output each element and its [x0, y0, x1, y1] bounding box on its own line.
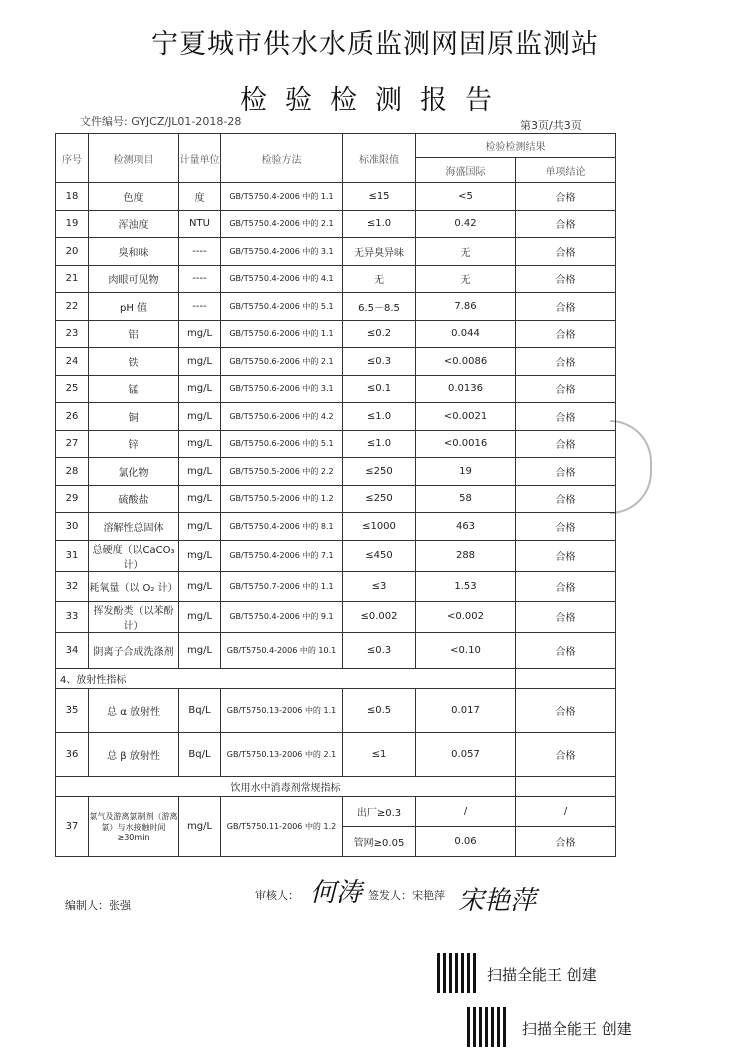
cell-method: GB/T5750.4-2006 中的 10.1 — [221, 632, 343, 668]
cell-result: 0.42 — [416, 210, 516, 238]
section-disinfectant — [56, 776, 616, 796]
cell-limit: ≤1.0 — [343, 430, 416, 458]
cell-conclusion: 合格 — [516, 238, 616, 266]
cell-conclusion: 合格 — [516, 458, 616, 486]
cell-result: <0.10 — [416, 632, 516, 668]
cell-result: 1.53 — [416, 571, 516, 601]
table-row — [56, 732, 616, 776]
cell-result: 无 — [416, 265, 516, 293]
cell-unit: ---- — [179, 293, 221, 321]
cell-no: 25 — [56, 375, 89, 403]
cell-limit: 无 — [343, 265, 416, 293]
cell-no: 18 — [56, 183, 89, 211]
table-row — [56, 540, 616, 571]
cell-no: 24 — [56, 348, 89, 376]
table-row — [56, 183, 616, 211]
cell-limit: ≤250 — [343, 458, 416, 486]
section-disinfectant-label: 饮用水中消毒剂常规指标 — [56, 776, 516, 796]
empty-cell — [516, 776, 616, 796]
cell-limit: ≤450 — [343, 540, 416, 571]
cell-no: 31 — [56, 540, 89, 571]
header-limit: 标准限值 — [343, 134, 416, 183]
table-row — [56, 265, 616, 293]
cell-no: 34 — [56, 632, 89, 668]
cell-conclusion: 合格 — [516, 632, 616, 668]
header-site: 海盛国际 — [416, 158, 516, 183]
cell-limit: ≤1.0 — [343, 403, 416, 431]
cell-item: 臭和味 — [89, 238, 179, 266]
cell-unit: mg/L — [179, 375, 221, 403]
cell-limit: 无异臭异味 — [343, 238, 416, 266]
cell-method: GB/T5750.6-2006 中的 1.1 — [221, 320, 343, 348]
seal-stamp — [610, 420, 652, 514]
cell-unit: mg/L — [179, 632, 221, 668]
cell-conclusion: 合格 — [516, 375, 616, 403]
cell-method: GB/T5750.6-2006 中的 3.1 — [221, 375, 343, 403]
cell-no: 35 — [56, 688, 89, 732]
cell-unit: mg/L — [179, 348, 221, 376]
header-item: 检测项目 — [89, 134, 179, 183]
cell-conclusion: 合格 — [516, 732, 616, 776]
section-radioactivity-label: 4、放射性指标 — [56, 668, 516, 688]
cell-limit: ≤0.1 — [343, 375, 416, 403]
cell-item: 总 β 放射性 — [89, 732, 179, 776]
cell-method: GB/T5750.4-2006 中的 7.1 — [221, 540, 343, 571]
cell-item: 耗氧量（以 O₂ 计） — [89, 571, 179, 601]
cell-unit: ---- — [179, 265, 221, 293]
cell-item: 肉眼可见物 — [89, 265, 179, 293]
cell-limit: ≤1000 — [343, 513, 416, 541]
cell-item: 锰 — [89, 375, 179, 403]
cell-item: 挥发酚类（以苯酚计） — [89, 601, 179, 632]
cell-conclusion: 合格 — [516, 826, 616, 856]
reviewer-label: 审核人： — [255, 889, 299, 902]
cell-limit: 管网≥0.05 — [343, 826, 416, 856]
cell-method: GB/T5750.7-2006 中的 1.1 — [221, 571, 343, 601]
cell-method: GB/T5750.13-2006 中的 2.1 — [221, 732, 343, 776]
cell-item: 铜 — [89, 403, 179, 431]
compiler: 编制人：张强 — [65, 899, 131, 912]
cell-item: 铝 — [89, 320, 179, 348]
cell-conclusion: 合格 — [516, 348, 616, 376]
cell-method: GB/T5750.4-2006 中的 3.1 — [221, 238, 343, 266]
table-row — [56, 293, 616, 321]
cell-conclusion: 合格 — [516, 320, 616, 348]
cell-unit: mg/L — [179, 430, 221, 458]
cell-unit: mg/L — [179, 403, 221, 431]
cell-item: 阴离子合成洗涤剂 — [89, 632, 179, 668]
cell-method: GB/T5750.6-2006 中的 5.1 — [221, 430, 343, 458]
cell-result: <0.0021 — [416, 403, 516, 431]
page-number: 第3页/共3页 — [520, 119, 582, 132]
cell-limit: ≤0.3 — [343, 632, 416, 668]
header-method: 检验方法 — [221, 134, 343, 183]
table-row — [56, 458, 616, 486]
cell-conclusion: 合格 — [516, 403, 616, 431]
table-row — [56, 238, 616, 266]
cell-limit: ≤1.0 — [343, 210, 416, 238]
cell-result: 58 — [416, 485, 516, 513]
cell-unit: mg/L — [179, 796, 221, 856]
cell-result: <0.0016 — [416, 430, 516, 458]
cell-item: pH 值 — [89, 293, 179, 321]
cell-method: GB/T5750.4-2006 中的 1.1 — [221, 183, 343, 211]
watermark-text: 扫描全能王 创建 — [487, 966, 597, 984]
cell-conclusion: 合格 — [516, 293, 616, 321]
cell-method: GB/T5750.4-2006 中的 8.1 — [221, 513, 343, 541]
table-row — [56, 403, 616, 431]
cell-conclusion: 合格 — [516, 183, 616, 211]
cell-limit: ≤3 — [343, 571, 416, 601]
cell-conclusion: 合格 — [516, 571, 616, 601]
cell-unit: mg/L — [179, 513, 221, 541]
table-row — [56, 485, 616, 513]
cell-method: GB/T5750.4-2006 中的 5.1 — [221, 293, 343, 321]
cell-method: GB/T5750.11-2006 中的 1.2 — [221, 796, 343, 856]
cell-item: 溶解性总固体 — [89, 513, 179, 541]
table-row — [56, 632, 616, 668]
cell-conclusion: 合格 — [516, 265, 616, 293]
cell-unit: 度 — [179, 183, 221, 211]
issuer: 签发人：宋艳萍 — [368, 889, 445, 902]
cell-result: <5 — [416, 183, 516, 211]
table-row — [56, 348, 616, 376]
cell-no: 37 — [56, 796, 89, 856]
cell-item: 铁 — [89, 348, 179, 376]
table-row — [56, 430, 616, 458]
cell-result: <0.002 — [416, 601, 516, 632]
header-no: 序号 — [56, 134, 89, 183]
cell-conclusion: 合格 — [516, 601, 616, 632]
cell-result: 0.06 — [416, 826, 516, 856]
cell-unit: Bq/L — [179, 732, 221, 776]
cell-limit: ≤0.3 — [343, 348, 416, 376]
cell-no: 22 — [56, 293, 89, 321]
cell-no: 27 — [56, 430, 89, 458]
cell-item: 氯气及游离氯制剂（游离氯）与水接触时间≥30min — [89, 796, 179, 856]
cell-no: 21 — [56, 265, 89, 293]
cell-unit: mg/L — [179, 571, 221, 601]
cell-unit: NTU — [179, 210, 221, 238]
cell-method: GB/T5750.4-2006 中的 9.1 — [221, 601, 343, 632]
cell-item: 氯化物 — [89, 458, 179, 486]
table-row — [56, 320, 616, 348]
cell-result: <0.0086 — [416, 348, 516, 376]
cell-result: 0.0136 — [416, 375, 516, 403]
cell-method: GB/T5750.4-2006 中的 4.1 — [221, 265, 343, 293]
report-title: 宁夏城市供水水质监测网固原监测站 — [151, 29, 599, 60]
empty-cell — [516, 668, 616, 688]
cell-conclusion: 合格 — [516, 210, 616, 238]
qr-code-icon — [467, 1007, 507, 1047]
cell-method: GB/T5750.13-2006 中的 1.1 — [221, 688, 343, 732]
table-row — [56, 601, 616, 632]
cell-conclusion: 合格 — [516, 485, 616, 513]
section-radioactivity — [56, 668, 616, 688]
cell-unit: mg/L — [179, 601, 221, 632]
cell-limit: ≤15 — [343, 183, 416, 211]
cell-result: 19 — [416, 458, 516, 486]
cell-item: 总 α 放射性 — [89, 688, 179, 732]
cell-no: 23 — [56, 320, 89, 348]
cell-item: 色度 — [89, 183, 179, 211]
table-row — [56, 688, 616, 732]
cell-limit: 出厂≥0.3 — [343, 796, 416, 826]
cell-limit: ≤0.2 — [343, 320, 416, 348]
issuer-signature: 宋艳萍 — [458, 886, 537, 916]
cell-unit: mg/L — [179, 320, 221, 348]
cell-method: GB/T5750.6-2006 中的 4.2 — [221, 403, 343, 431]
cell-item: 总硬度（以CaCO₃计） — [89, 540, 179, 571]
cell-method: GB/T5750.6-2006 中的 2.1 — [221, 348, 343, 376]
cell-no: 30 — [56, 513, 89, 541]
cell-no: 32 — [56, 571, 89, 601]
cell-result: / — [416, 796, 516, 826]
table-row — [56, 210, 616, 238]
cell-result: 0.017 — [416, 688, 516, 732]
table-header — [56, 134, 616, 158]
cell-no: 29 — [56, 485, 89, 513]
cell-unit: Bq/L — [179, 688, 221, 732]
report-subtitle: 检验检测报告 — [240, 85, 510, 116]
cell-conclusion: 合格 — [516, 688, 616, 732]
header-results: 检验检测结果 — [416, 134, 616, 158]
cell-no: 36 — [56, 732, 89, 776]
cell-no: 28 — [56, 458, 89, 486]
cell-item: 浑浊度 — [89, 210, 179, 238]
cell-conclusion: 合格 — [516, 513, 616, 541]
cell-result: 0.057 — [416, 732, 516, 776]
cell-item: 锌 — [89, 430, 179, 458]
reviewer-signature: 何涛 — [310, 878, 363, 908]
cell-limit: 6.5－8.5 — [343, 293, 416, 321]
cell-result: 463 — [416, 513, 516, 541]
table-row — [56, 513, 616, 541]
cell-limit: ≤0.002 — [343, 601, 416, 632]
cell-limit: ≤0.5 — [343, 688, 416, 732]
cell-item: 硫酸盐 — [89, 485, 179, 513]
cell-unit: mg/L — [179, 458, 221, 486]
cell-limit: ≤250 — [343, 485, 416, 513]
cell-result: 无 — [416, 238, 516, 266]
cell-conclusion: / — [516, 796, 616, 826]
table-row — [56, 375, 616, 403]
cell-no: 20 — [56, 238, 89, 266]
cell-method: GB/T5750.5-2006 中的 2.2 — [221, 458, 343, 486]
cell-result: 288 — [416, 540, 516, 571]
cell-conclusion: 合格 — [516, 540, 616, 571]
cell-method: GB/T5750.4-2006 中的 2.1 — [221, 210, 343, 238]
cell-method: GB/T5750.5-2006 中的 1.2 — [221, 485, 343, 513]
header-unit: 计量单位 — [179, 134, 221, 183]
cell-unit: ---- — [179, 238, 221, 266]
cell-unit: mg/L — [179, 540, 221, 571]
cell-no: 19 — [56, 210, 89, 238]
cell-limit: ≤1 — [343, 732, 416, 776]
results-table — [55, 133, 616, 857]
qr-code-icon — [437, 953, 477, 993]
cell-unit: mg/L — [179, 485, 221, 513]
watermark-text-2: 扫描全能王 创建 — [522, 1020, 632, 1038]
cell-result: 0.044 — [416, 320, 516, 348]
document-number: 文件编号: GYJCZ/JL01-2018-28 — [80, 115, 242, 128]
table-row — [56, 796, 616, 826]
cell-result: 7.86 — [416, 293, 516, 321]
table-row — [56, 571, 616, 601]
header-conclusion: 单项结论 — [516, 158, 616, 183]
cell-no: 26 — [56, 403, 89, 431]
cell-conclusion: 合格 — [516, 430, 616, 458]
cell-no: 33 — [56, 601, 89, 632]
